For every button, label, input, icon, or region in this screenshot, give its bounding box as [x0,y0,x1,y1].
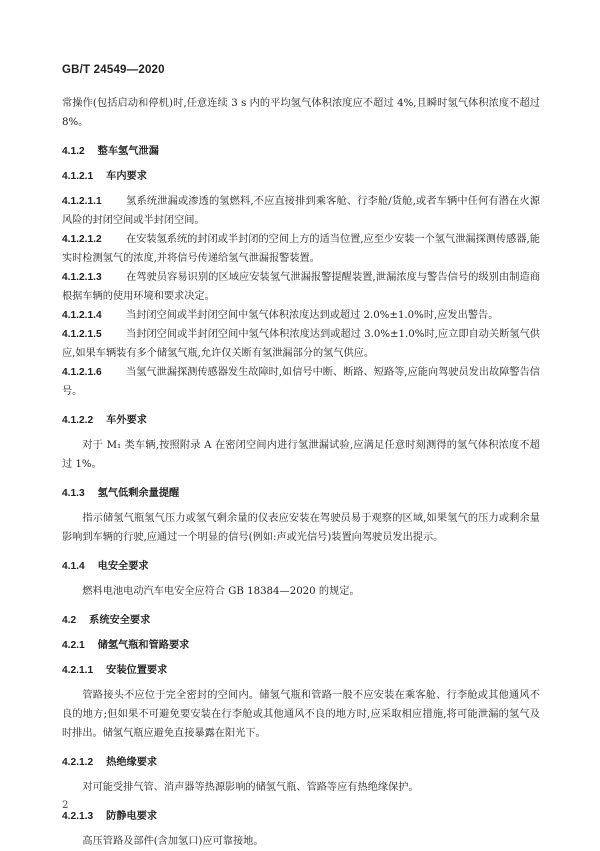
paragraph-4-2-1-3: 高压管路及部件(含加氢口)应可靠接地。 [82,836,264,847]
intro-paragraph: 常操作(包括启动和停机)时,任意连续 3 s 内的平均氢气体积浓度应不超过 4%,且瞬时氢气体积浓度不超过 8%。 [62,98,540,128]
clause-4-1-2-1-4: 4.1.2.1.4 当封闭空间或半封闭空间中氢气体积浓度达到或超过 2.0%±1.0%时,应发出警告。 [62,310,499,321]
standard-number: GB/T 24549—2020 [62,64,165,76]
page-number: 2 [62,800,69,811]
heading-4-1-2: 4.1.2 整车氢气泄漏 [62,146,159,157]
document-body [62,94,540,851]
heading-4-1-2-2: 4.1.2.2 车外要求 [62,415,147,426]
clause-4-1-2-1-3: 4.1.2.1.3 在驾驶员容易识别的区域应安装氢气泄漏报警提醒装置,泄漏浓度与警告信号的级别由制造商根据车辆的使用环境和要求决定。 [62,272,540,302]
paragraph-4-2-1-2: 对可能受排气管、消声器等热源影响的储氢气瓶、管路等应有热绝缘保护。 [82,782,419,793]
heading-4-2-1-3: 4.2.1.3 防静电要求 [62,811,158,822]
heading-4-1-4: 4.1.4 电安全要求 [62,561,149,572]
heading-4-2-1-1: 4.2.1.1 安装位置要求 [62,665,168,676]
heading-4-2-1-2: 4.2.1.2 热绝缘要求 [62,757,158,768]
clause-4-1-2-1-5: 4.1.2.1.5 当封闭空间或半封闭空间中氢气体积浓度达到或超过 3.0%±1.0%时,应立即自动关断氢气供应,如果车辆装有多个储氢气瓶,允许仅关断有氢泄漏部分的氢气供应。 [62,329,540,359]
clause-4-1-2-1-2: 4.1.2.1.2 在安装氢系统的封闭或半封闭的空间上方的适当位置,应至少安装一个氢气泄漏探测传感器,能实时检测氢气的浓度,并将信号传递给氢气泄漏报警装置。 [62,234,540,264]
heading-4-2: 4.2 系统安全要求 [62,615,151,626]
paragraph-4-1-2-2: 对于 M₁ 类车辆,按照附录 A 在密闭空间内进行氢泄漏试验,应满足任意时刻测得的氢气体积浓度不超过 1%。 [62,440,540,470]
paragraph-4-2-1-1: 管路接头不应位于完全密封的空间内。储氢气瓶和管路一般不应安装在乘客舱、行李舱或其他通风不良的地方;但如果不可避免要安装在行李舱或其他通风不良的地方时,应采取相应措施,将可能泄漏的氢气及时排出。储氢气瓶应避免直接暴露在阳光下。 [62,690,540,739]
paragraph-4-1-4: 燃料电池电动汽车电安全应符合 GB 18384—2020 的规定。 [82,586,360,597]
heading-4-1-3: 4.1.3 氢气低剩余量提醒 [62,488,180,499]
heading-4-2-1: 4.2.1 储氢气瓶和管路要求 [62,640,190,651]
heading-4-1-2-1: 4.1.2.1 车内要求 [62,171,147,182]
clause-4-1-2-1-6: 4.1.2.1.6 当氢气泄漏探测传感器发生故障时,如信号中断、断路、短路等,应能向驾驶员发出故障警告信号。 [62,367,540,397]
clause-4-1-2-1-1: 4.1.2.1.1 氢系统泄漏或渗透的氢燃料,不应直接排到乘客舱、行李舱/货舱,或者车辆中任何有潜在火源风险的封闭空间或半封闭空间。 [62,196,540,226]
paragraph-4-1-3: 指示储氢气瓶氢气压力或氢气剩余量的仪表应安装在驾驶员易于观察的区域,如果氢气的压力或剩余量影响到车辆的行驶,应通过一个明显的信号(例如:声或光信号)装置向驾驶员发出提示。 [62,513,540,543]
